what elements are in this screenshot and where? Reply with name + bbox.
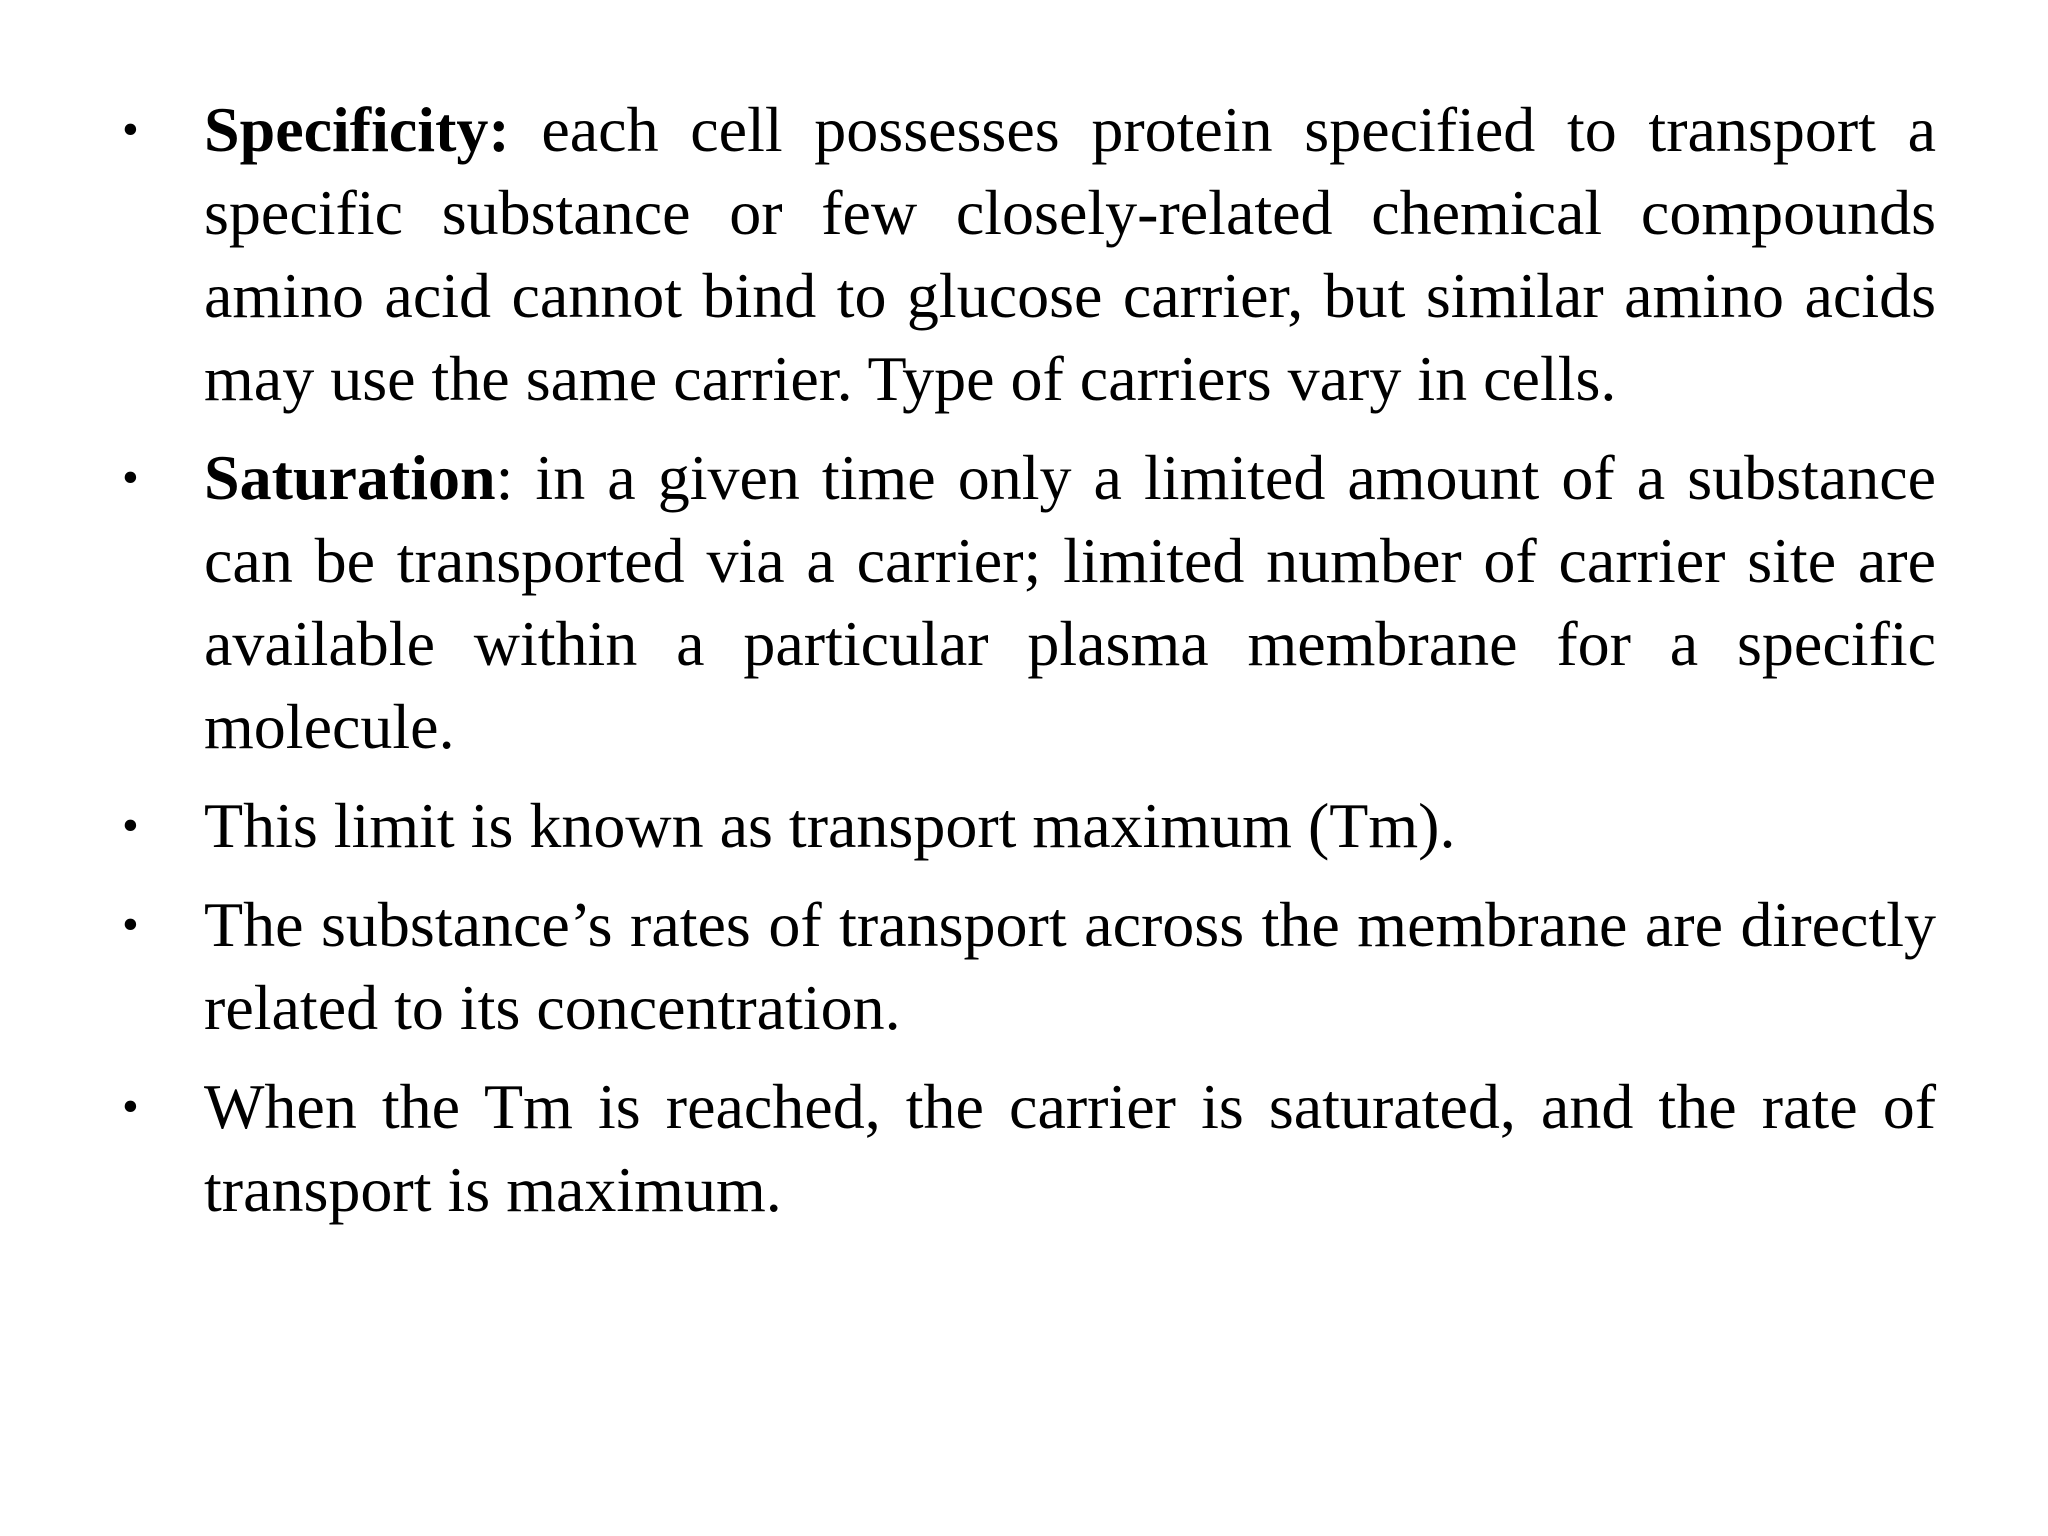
bullet-text: This limit is known as transport maximum (Tm). <box>204 790 1456 861</box>
bullet-text: each cell possesses protein specified to transport a specific substance or few closely-related chemical compounds amino acid cannot bind to glucose carrier, but similar amino acids may use the same carrier. Type of carriers vary in cells. <box>204 94 1936 414</box>
bullet-saturation <box>122 436 1936 768</box>
bullet-saturation-maximum <box>122 1065 1936 1231</box>
bullet-specificity <box>122 88 1936 420</box>
bullet-term: Specificity: <box>204 94 510 165</box>
bullet-text: : in a given time only a limited amount of a substance can be transported via a carrier; limited number of carrier site are available within a particular plasma membrane for a specific molecule. <box>204 442 1936 762</box>
bullet-dot: • <box>122 451 139 504</box>
bullet-text: When the Tm is reached, the carrier is saturated, and the rate of transport is maximum. <box>204 1071 1936 1225</box>
bullet-transport-rate <box>122 883 1936 1049</box>
bullet-dot: • <box>122 898 139 951</box>
bullet-term: Saturation <box>204 442 496 513</box>
bullet-dot: • <box>122 1080 139 1133</box>
bullet-dot: • <box>122 103 139 156</box>
bullet-dot: • <box>122 799 139 852</box>
bullet-transport-maximum <box>122 784 1936 867</box>
bullet-list <box>122 88 1936 1247</box>
bullet-text: The substance’s rates of transport across the membrane are directly related to its concentration. <box>204 889 1936 1043</box>
